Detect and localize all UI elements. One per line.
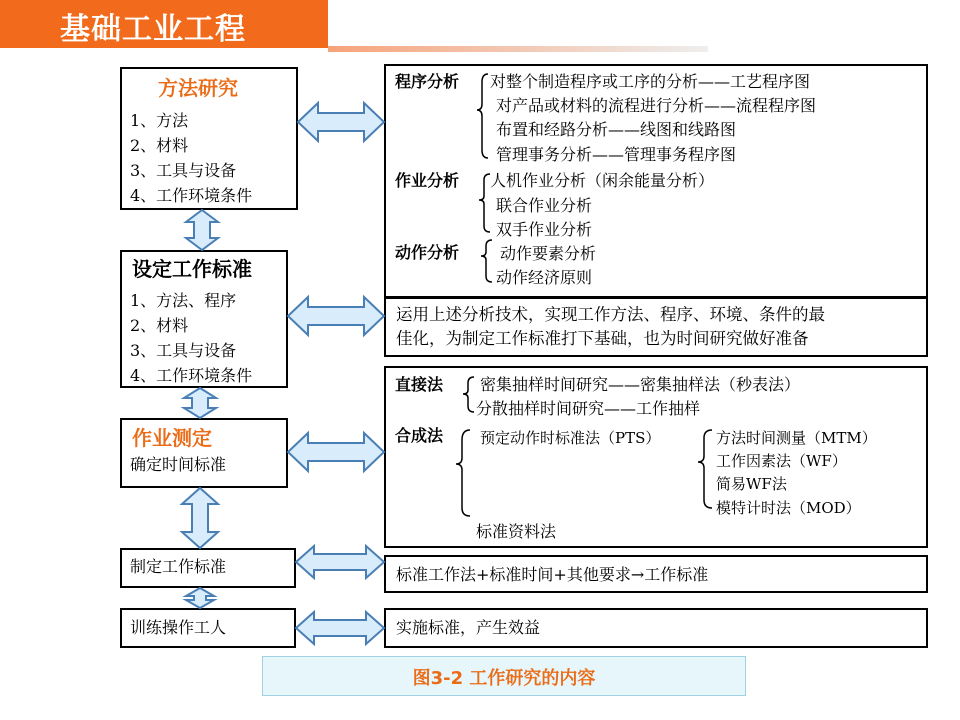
set-standard-item: 1、方法、程序 <box>130 291 237 310</box>
method-study-item: 4、工作环境条件 <box>130 186 253 205</box>
pts-item: 简易WF法 <box>716 475 787 493</box>
make-standard-label: 制定工作标准 <box>130 557 227 576</box>
double-arrow-vertical <box>182 488 218 548</box>
set-standard-item: 4、工作环境条件 <box>130 366 253 385</box>
operation-analysis-label: 作业分析 <box>395 171 460 190</box>
set-standard-item: 2、材料 <box>130 316 189 335</box>
double-arrow-vertical <box>186 588 214 608</box>
set-standard-item: 3、工具与设备 <box>130 341 237 360</box>
pts-label: 预定动作时标准法（PTS） <box>480 429 661 447</box>
motion-analysis-label: 动作分析 <box>395 243 460 262</box>
process-analysis-item: 对整个制造程序或工序的分析——工艺程序图 <box>490 72 811 91</box>
standard-data-method: 标准资料法 <box>476 522 557 541</box>
double-arrow-horizontal <box>288 297 384 335</box>
train-workers-label: 训练操作工人 <box>130 618 227 637</box>
work-measurement-subtitle: 确定时间标准 <box>130 455 227 474</box>
pts-item: 模特计时法（MOD） <box>716 499 861 517</box>
double-arrow-vertical <box>186 210 218 250</box>
operation-analysis-item: 人机作业分析（闲余能量分析） <box>490 171 715 190</box>
figure-caption: 图3-2 工作研究的内容 <box>412 668 596 689</box>
standard-summary-line: 佳化，为制定工作标准打下基础，也为时间研究做好准备 <box>396 329 809 348</box>
double-arrow-horizontal <box>288 433 384 471</box>
pts-item: 工作因素法（WF） <box>716 452 847 470</box>
double-arrow-horizontal <box>296 612 384 644</box>
standard-summary-line: 运用上述分析技术，实现工作方法、程序、环境、条件的最 <box>396 305 825 324</box>
double-arrow-vertical <box>184 388 216 418</box>
set-standard-title: 设定工作标准 <box>132 257 252 281</box>
direct-method-item: 密集抽样时间研究——密集抽样法（秒表法） <box>480 375 801 394</box>
method-study-item: 3、工具与设备 <box>130 161 237 180</box>
method-study-item: 2、材料 <box>130 136 189 155</box>
brace-direct <box>463 377 474 412</box>
operation-analysis-item: 双手作业分析 <box>496 220 593 239</box>
pts-item: 方法时间测量（MTM） <box>716 429 877 447</box>
formula-text: 标准工作法+标准时间+其他要求→工作标准 <box>396 565 709 584</box>
process-analysis-item: 管理事务分析——管理事务程序图 <box>496 145 737 164</box>
page-title: 基础工业工程 <box>60 12 246 47</box>
double-arrow-horizontal <box>296 546 384 578</box>
motion-analysis-item: 动作要素分析 <box>500 244 597 263</box>
brace-operation <box>479 174 490 232</box>
motion-analysis-item: 动作经济原则 <box>496 268 593 287</box>
operation-analysis-item: 联合作业分析 <box>496 196 593 215</box>
brace-motion <box>481 240 492 282</box>
process-analysis-item: 对产品或材料的流程进行分析——流程程序图 <box>496 96 817 115</box>
brace-synthetic <box>456 430 470 516</box>
direct-method-item: 分散抽样时间研究——工作抽样 <box>476 399 701 418</box>
process-analysis-label: 程序分析 <box>395 72 460 91</box>
process-analysis-item: 布置和经路分析——线图和线路图 <box>496 120 737 139</box>
double-arrow-horizontal <box>298 103 384 141</box>
direct-method-label: 直接法 <box>395 375 444 394</box>
brace-pts <box>698 430 712 508</box>
synthetic-method-label: 合成法 <box>395 426 444 445</box>
implement-text: 实施标准，产生效益 <box>396 618 541 637</box>
method-study-title: 方法研究 <box>158 76 238 100</box>
work-measurement-title: 作业测定 <box>132 426 212 450</box>
method-study-item: 1、方法 <box>130 111 189 130</box>
brace-process <box>477 74 488 158</box>
